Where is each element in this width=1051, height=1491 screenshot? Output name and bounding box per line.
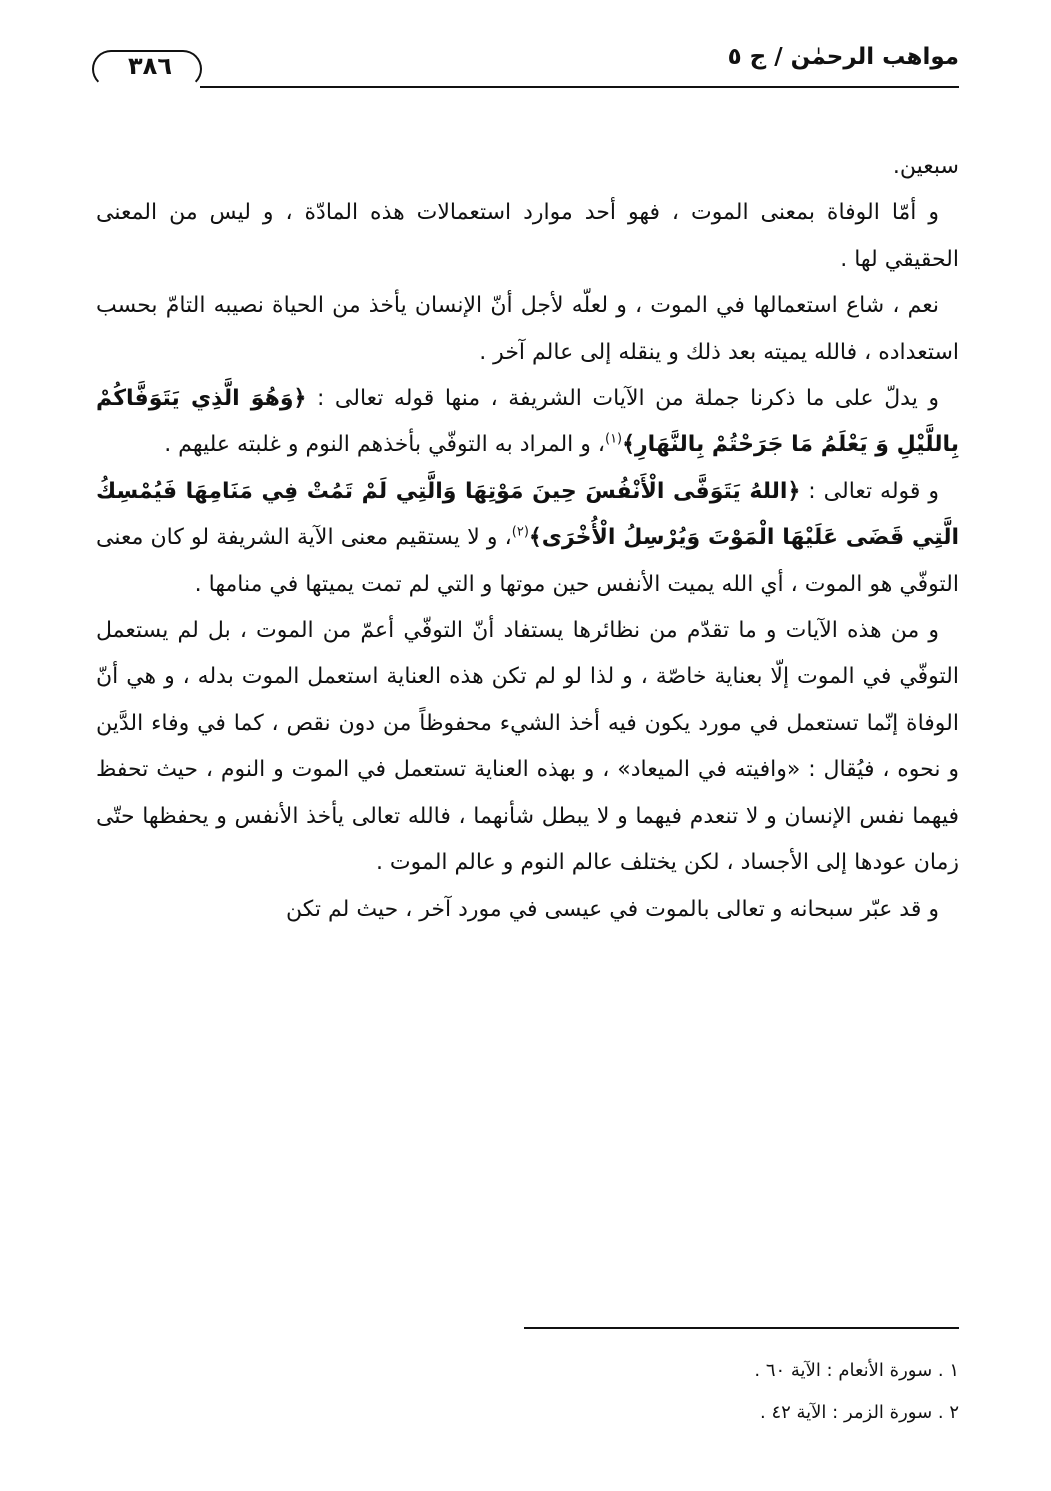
paragraph-4: [96, 376, 959, 469]
paragraph-4-rest: ، و المراد به التوفّي بأخذهم النوم و غلبته عليهم .: [164, 432, 605, 458]
paragraph-4-intro: و يدلّ على ما ذكرنا جملة من الآيات الشريفة ، منها قوله تعالى :: [306, 386, 939, 412]
footnote-2: ٢ . سورة الزمر : الآية ٤٢ .: [759, 1402, 959, 1423]
running-header-title: مواهب الرحمٰن / ج ٥: [727, 44, 959, 70]
footnote-ref-1: (١): [604, 432, 623, 448]
paragraph-5: [96, 469, 959, 608]
main-text: [96, 144, 959, 933]
page-number: ٣٨٦: [128, 52, 172, 80]
header-rule: [200, 86, 959, 88]
paragraph-2: و أمّا الوفاة بمعنى الموت ، فهو أحد موارد استعمالات هذه المادّة ، و ليس من المعنى الحقيقي لها .: [96, 200, 959, 272]
footnote-ref-2: (٢): [511, 524, 529, 540]
paragraph-6: و من هذه الآيات و ما تقدّم من نظائرها يستفاد أنّ التوفّي أعمّ من الموت ، بل لم يستعمل التوفّي في الموت إلّا بعناية خاصّة ، و لذا لو لم تكن هذه العناية استعمل الموت بدله ، و هي أنّ الوفاة إنّما تستعمل في مورد يكون فيه أخذ الشيء محفوظاً من دون نقص ، كما في وفاء الدَّين و نحوه ، فيُقال : «وافيته في الميعاد» ، و بهذه العناية تستعمل في الموت و النوم ، حيث تحفظ فيهما نفس الإنسان و لا تنعدم فيهما و لا يبطل شأنهما ، فالله تعالى يأخذ الأنفس و يحفظها حتّى زمان عودها إلى الأجساد ، لكن يختلف عالم النوم و عالم الموت .: [96, 618, 959, 876]
footnotes: [96, 1350, 959, 1434]
paragraph-1: سبعين.: [892, 154, 959, 179]
quran-verse-1: ﴿وَهُوَ الَّذِي يَتَوَفَّاكُمْ بِاللَّيْلِ وَ يَعْلَمُ مَا جَرَحْتُمْ بِالنَّهَارِ﴾: [96, 386, 959, 458]
footnote-rule: [524, 1327, 959, 1329]
footnote-1: ١ . سورة الأنعام : الآية ٦٠ .: [754, 1360, 959, 1381]
paragraph-7: و قد عبّر سبحانه و تعالى بالموت في عيسى في مورد آخر ، حيث لم تكن: [286, 896, 939, 922]
paragraph-5-intro: و قوله تعالى :: [800, 478, 939, 504]
paragraph-3: نعم ، شاع استعمالها في الموت ، و لعلّه لأجل أنّ الإنسان يأخذ من الحياة نصيبه التامّ بحسب استعداده ، فالله يميته بعد ذلك و ينقله إلى عالم آخر .: [96, 293, 959, 365]
paragraph-5-rest: ، و لا يستقيم معنى الآية الشريفة لو كان معنى التوفّي هو الموت ، أي الله يميت الأنفس حين موتها و التي لم تمت يميتها في منامها .: [96, 525, 959, 597]
quran-verse-2: ﴿اللهُ يَتَوَفَّى الْأَنْفُسَ حِينَ مَوْتِهَا وَالَّتِي لَمْ تَمُتْ فِي مَنَامِهَا فَيُمْسِكُ الَّتِي قَضَى عَلَيْهَا الْمَوْتَ وَيُرْسِلُ الْأُخْرَى﴾: [96, 478, 959, 551]
